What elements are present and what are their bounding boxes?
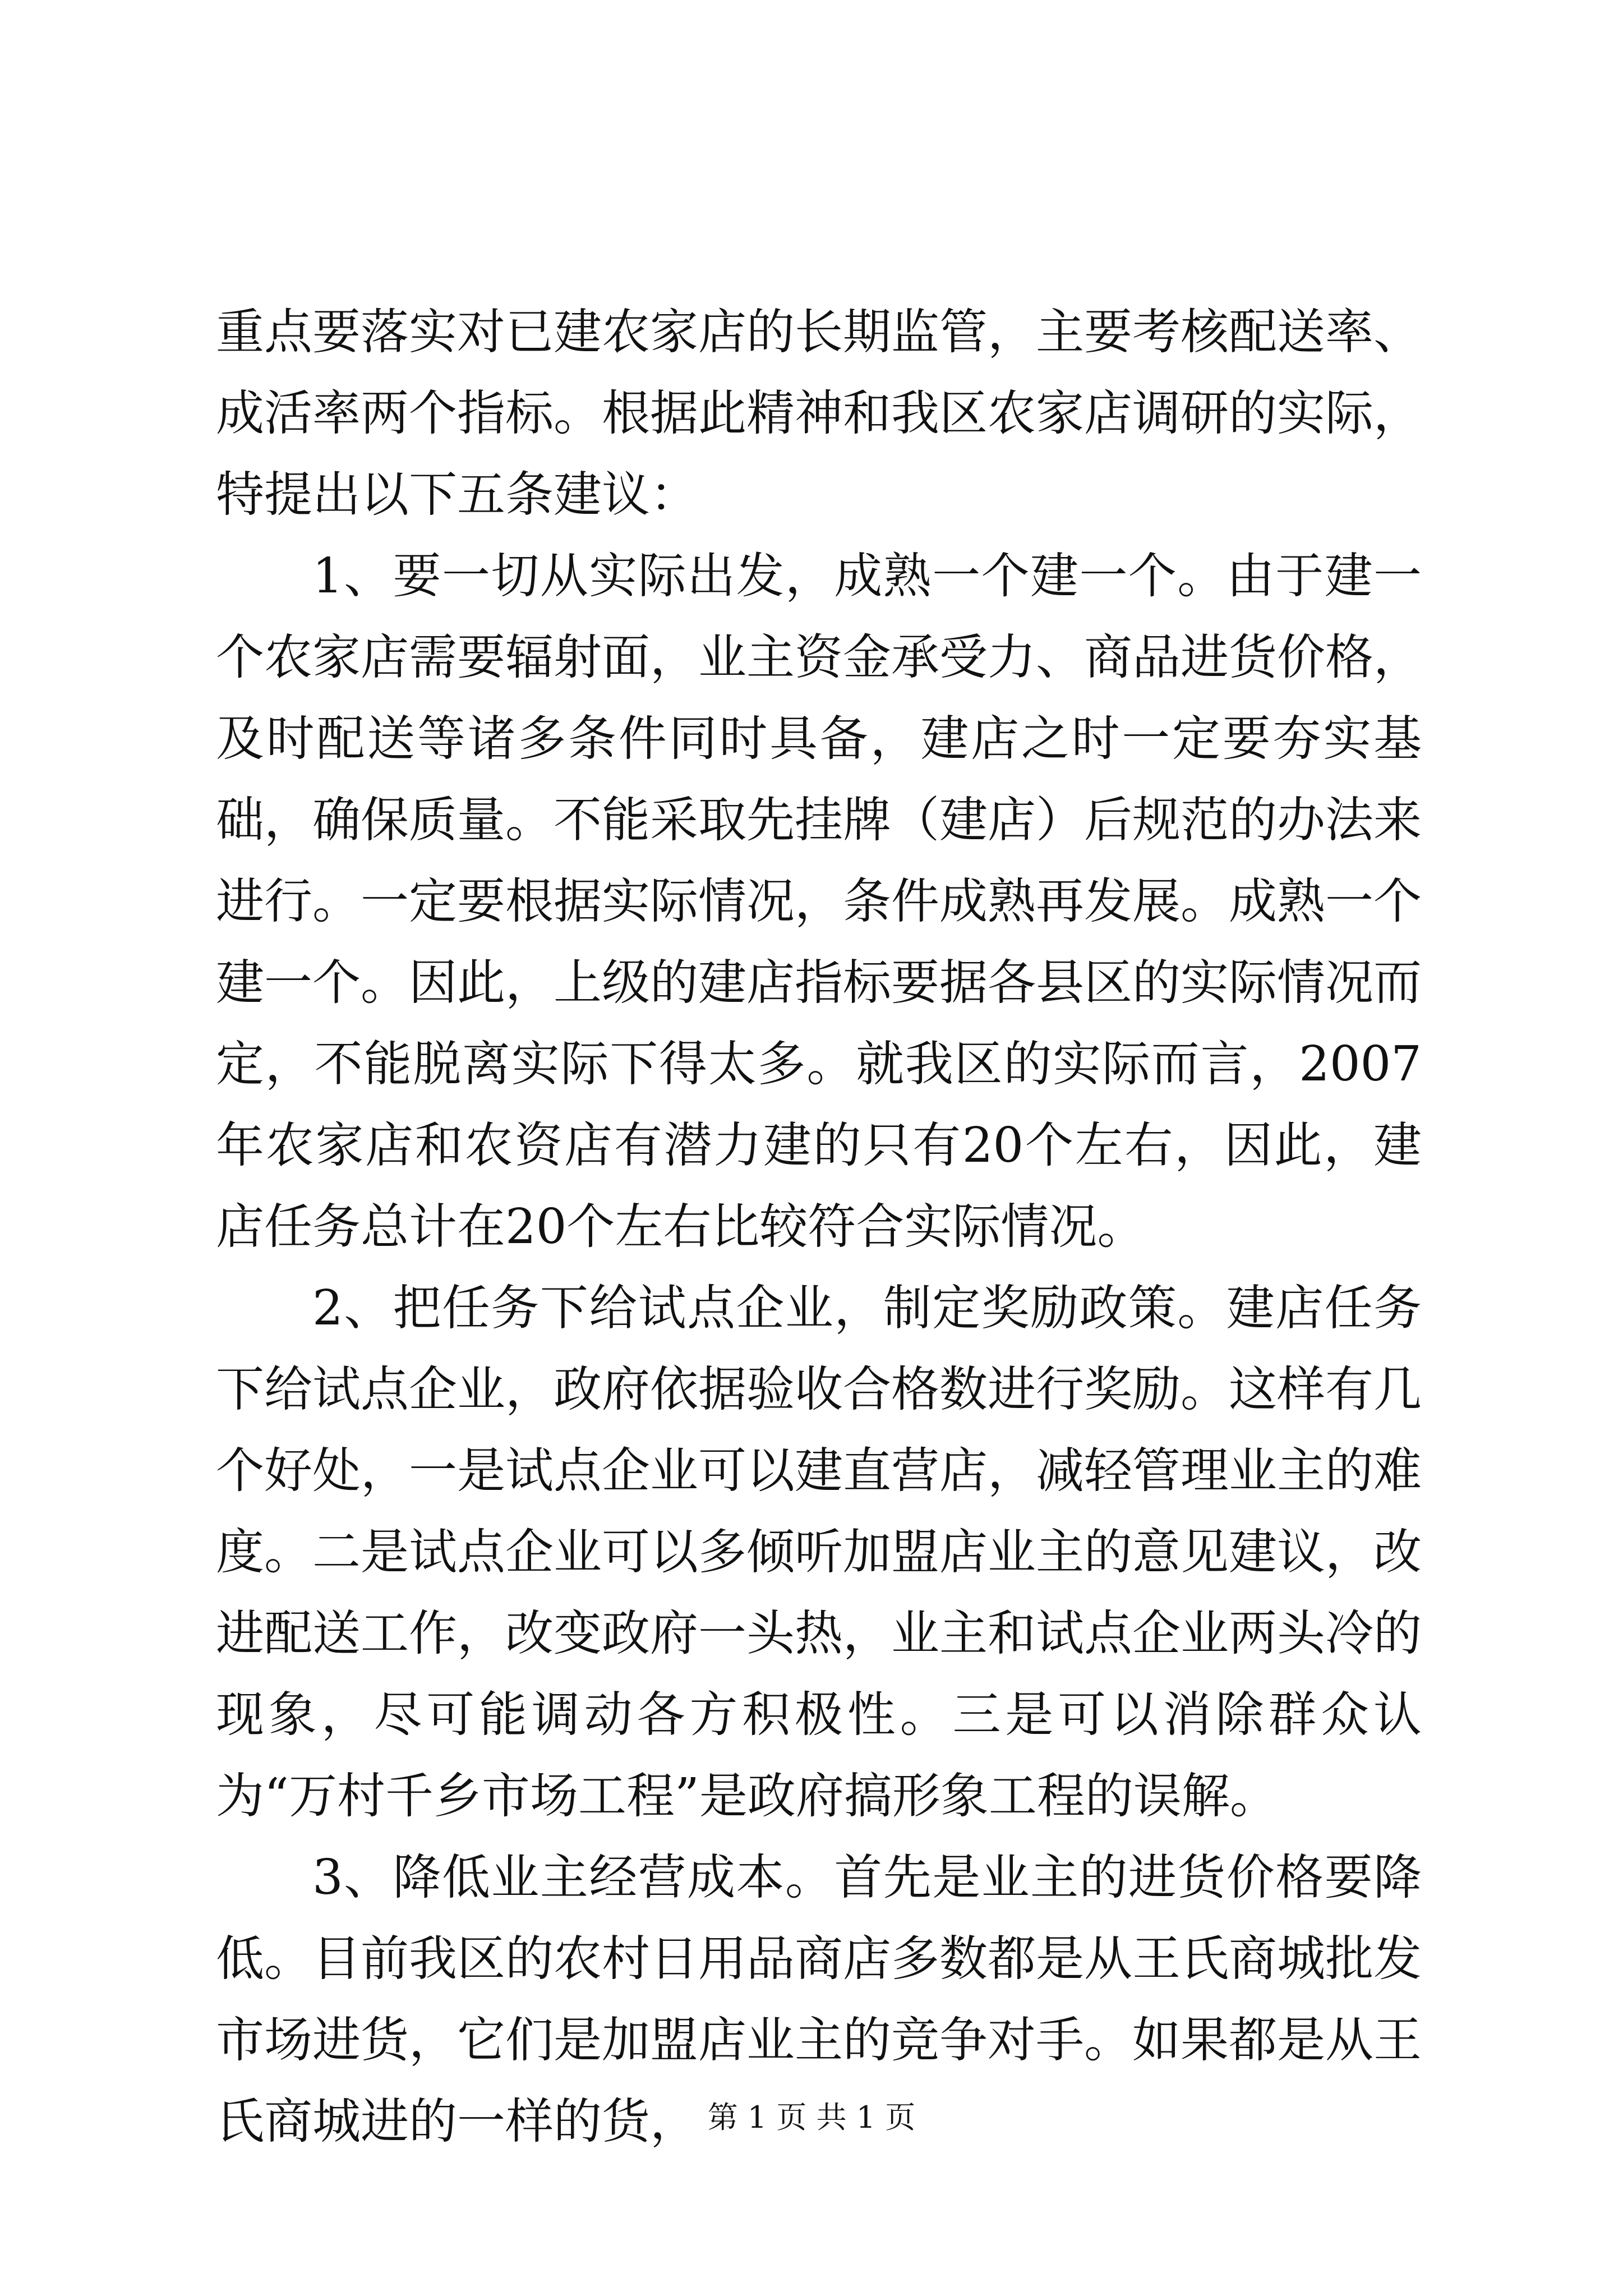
paragraph-suggestion-1: 1、要一切从实际出发，成熟一个建一个。由于建一个农家店需要辐射面，业主资金承受力、商品进货价格，及时配送等诸多条件同时具备，建店之时一定要夯实基础，确保质量。不能采取先挂牌（建店）后规范的办法来进行。一定要根据实际情况，条件成熟再发展。成熟一个建一个。因此，上级的建店指标要据各县区的实际情况而定，不能脱离实际下得太多。就我区的实际而言，2007年农家店和农资店有潜力建的只有20个左右，因此，建店任务总计在20个左右比较符合实际情况。 bbox=[216, 548, 1422, 1255]
body-text bbox=[216, 292, 1422, 2162]
paragraph-suggestion-2: 2、把任务下给试点企业，制定奖励政策。建店任务下给试点企业，政府依据验收合格数进行奖励。这样有几个好处，一是试点企业可以建直营店，减轻管理业主的难度。二是试点企业可以多倾听加盟店业主的意见建议，改进配送工作，改变政府一头热，业主和试点企业两头冷的现象，尽可能调动各方积极性。三是可以消除群众认为“万村千乡市场工程”是政府搞形象工程的误解。 bbox=[216, 1280, 1422, 1824]
paragraph-intro: 重点要落实对已建农家店的长期监管，主要考核配送率、成活率两个指标。根据此精神和我区农家店调研的实际，特提出以下五条建议： bbox=[216, 304, 1422, 523]
paragraph-suggestion-3: 3、降低业主经营成本。首先是业主的进货价格要降低。目前我区的农村日用品商店多数都是从王氏商城批发市场进货，它们是加盟店业主的竞争对手。如果都是从王氏商城进的一样的货， bbox=[216, 1849, 1422, 2150]
page-footer bbox=[0, 2098, 1623, 2137]
page-number-label: 第 1 页 共 1 页 bbox=[707, 2100, 916, 2135]
